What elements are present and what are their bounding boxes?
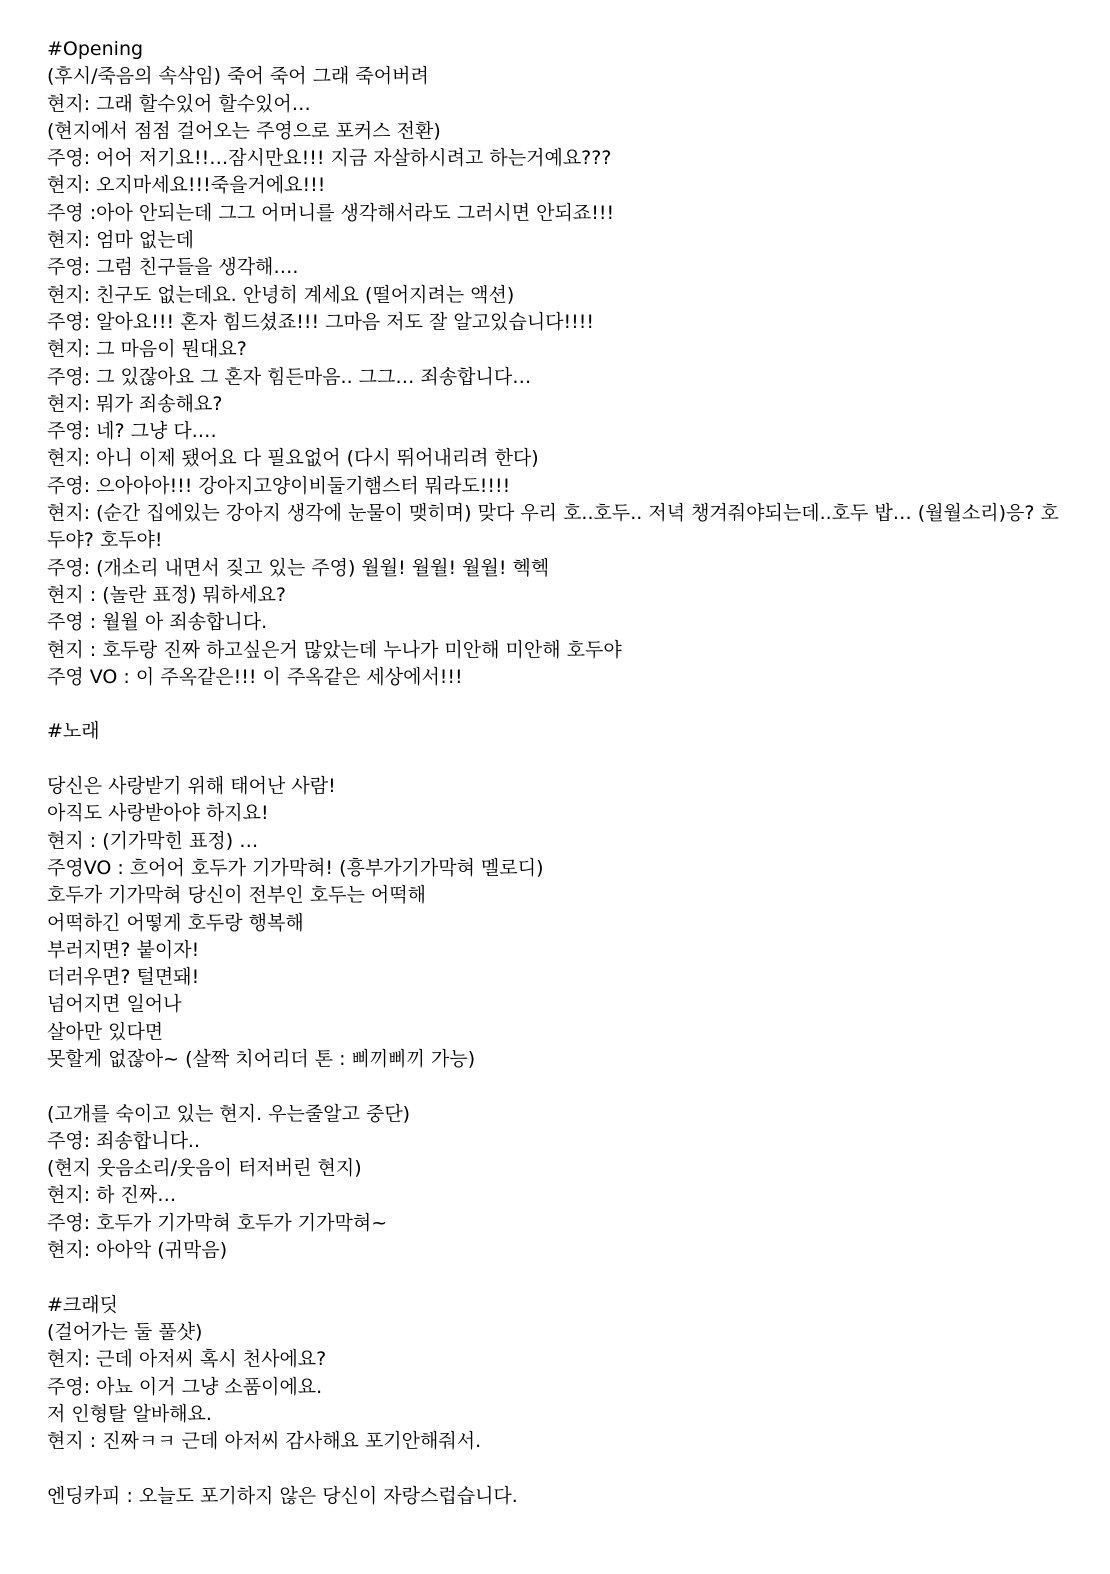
- script-line: (현지에서 점점 걸어오는 주영으로 포커스 전환): [47, 119, 441, 142]
- script-line: 현지: 뭐가 죄송해요?: [47, 392, 223, 415]
- lyric-line: 당신은 사랑받기 위해 태어난 사람!: [47, 775, 336, 798]
- script-line: 주영: 알아요!!! 혼자 힘드셨죠!!! 그마음 저도 잘 알고있습니다!!!!: [47, 310, 594, 333]
- lyric-line: 어떡하긴 어떻게 호두랑 행복해: [47, 911, 304, 934]
- script-line: 현지: 그 마음이 뭔대요?: [47, 338, 247, 361]
- script-line: 주영 : 월월 아 죄송합니다.: [47, 611, 268, 634]
- script-line: (고개를 숙이고 있는 현지. 우는줄알고 중단): [47, 1102, 411, 1125]
- lyric-line: 현지 : (기가막힌 표정) …: [47, 829, 259, 852]
- script-line: 현지: 오지마세요!!!죽을거에요!!!: [47, 174, 326, 197]
- script-line: 현지: 친구도 없는데요. 안녕히 계세요 (떨어지려는 액션): [47, 283, 515, 306]
- section-heading-credits: #크래딧: [47, 1293, 118, 1316]
- section-song: [47, 718, 1067, 1264]
- script-line: 저 인형탈 알바해요.: [47, 1402, 212, 1425]
- section-heading-opening: #Opening: [47, 38, 144, 60]
- script-line: 주영: 네? 그냥 다.…: [47, 420, 217, 443]
- script-text: [47, 36, 1067, 1510]
- section-credits: [47, 1292, 1067, 1456]
- script-line: 현지: (순간 집에있는 강아지 생각에 눈물이 맺히며) 맞다 우리 호..호두.. 저녁 챙겨줘야되는데..호두 밥… (월월소리)응? 호두야? 호두야!: [47, 502, 1059, 552]
- script-line: 현지: 아아악 (귀막음): [47, 1239, 228, 1262]
- script-line: 현지 : (놀란 표정) 뭐하세요?: [47, 583, 287, 606]
- lyric-line: 더러우면? 털면돼!: [47, 966, 200, 989]
- lyric-line: 못할게 없잖아~ (살짝 치어리더 톤 : 삐끼삐끼 가능): [47, 1047, 476, 1070]
- script-line: 주영: 그 있잖아요 그 혼자 힘든마음.. 그그… 죄송합니다…: [47, 365, 532, 388]
- script-line: 현지 : 진짜ㅋㅋ 근데 아저씨 감사해요 포기안해줘서.: [47, 1430, 482, 1453]
- script-line: 현지: 엄마 없는데: [47, 229, 194, 252]
- script-line: (현지 웃음소리/웃음이 터저버린 현지): [47, 1157, 362, 1180]
- lyric-line: 호두가 기가막혀 당신이 전부인 호두는 어떡해: [47, 884, 426, 907]
- lyric-line: 주영VO : 흐어어 호두가 기가막혀! (흥부가기가막혀 멜로디): [47, 856, 544, 879]
- ending-copy: 엔딩카피 : 오늘도 포기하지 않은 당신이 자랑스럽습니다.: [47, 1484, 518, 1507]
- script-line: 현지: 하 진짜…: [47, 1184, 177, 1207]
- script-line: (후시/죽음의 속삭임) 죽어 죽어 그래 죽어버려: [47, 65, 429, 88]
- section-opening: [47, 36, 1067, 691]
- script-line: 주영: (개소리 내면서 짖고 있는 주영) 월월! 월월! 월월! 헥헥: [47, 556, 550, 579]
- blank-line: [47, 1073, 1067, 1100]
- blank-line: [47, 746, 1067, 773]
- blank-line: [47, 691, 1067, 718]
- script-line: 주영: 아뇨 이거 그냥 소품이에요.: [47, 1375, 323, 1398]
- script-line: 주영: 죄송합니다..: [47, 1129, 200, 1152]
- lyric-line: 아직도 사랑받아야 하지요!: [47, 802, 269, 825]
- lyric-line: 살아만 있다면: [47, 1020, 164, 1043]
- blank-line: [47, 1264, 1067, 1291]
- script-line: 현지: 아니 이제 됐어요 다 필요없어 (다시 뛰어내리려 한다): [47, 447, 539, 470]
- script-line: 주영 :아아 안되는데 그그 어머니를 생각해서라도 그러시면 안되죠!!!: [47, 201, 615, 224]
- lyric-line: 넘어지면 일어나: [47, 993, 182, 1016]
- script-line: (걸어가는 둘 풀샷): [47, 1320, 203, 1343]
- script-line: 주영: 그럼 친구들을 생각해….: [47, 256, 299, 279]
- script-line: 현지: 근데 아저씨 혹시 천사에요?: [47, 1348, 327, 1371]
- script-line: 주영: 호두가 기가막혀 호두가 기가막혀~: [47, 1211, 388, 1234]
- script-line: 현지: 그래 할수있어 할수있어…: [47, 92, 311, 115]
- script-line: 현지 : 호두랑 진짜 하고싶은거 많았는데 누나가 미안해 미안해 호두야: [47, 638, 622, 661]
- section-heading-song: #노래: [47, 720, 100, 743]
- script-line: 주영: 어어 저기요!!…잠시만요!!! 지금 자살하시려고 하는거예요???: [47, 147, 612, 170]
- blank-line: [47, 1455, 1067, 1482]
- script-line: 주영: 으아아아!!! 강아지고양이비둘기햄스터 뭐라도!!!!: [47, 474, 511, 497]
- script-line: 주영 VO : 이 주옥같은!!! 이 주옥같은 세상에서!!!: [47, 665, 463, 688]
- lyric-line: 부러지면? 붙이자!: [47, 938, 200, 961]
